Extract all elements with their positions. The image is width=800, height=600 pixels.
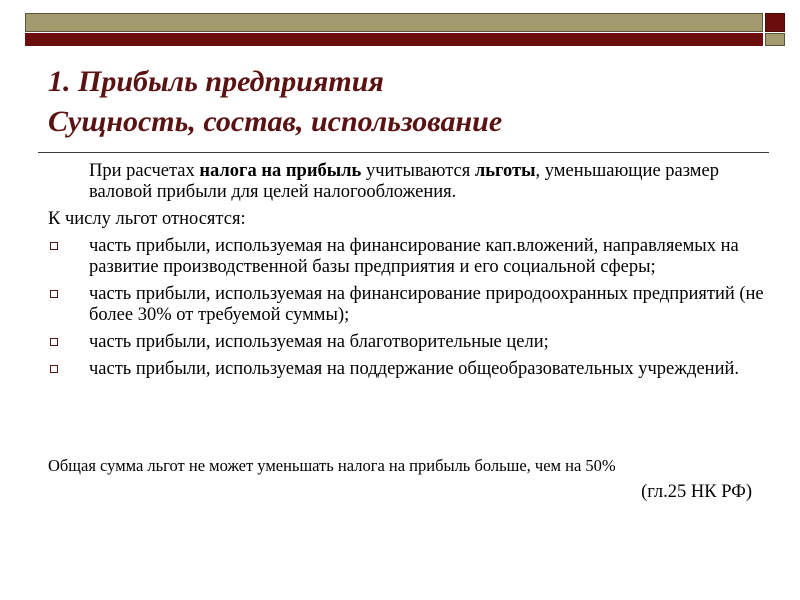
intro-text-1: При расчетах [89, 161, 200, 181]
source-reference: (гл.25 НК РФ) [641, 482, 752, 502]
limit-note: Общая сумма льгот не может уменьшать налога на прибыль больше, чем на 50% [48, 456, 616, 475]
list-item [48, 332, 768, 353]
list-item [48, 236, 768, 278]
square-bullet-icon [50, 365, 58, 373]
list-item-text: часть прибыли, используемая на благотворительные цели; [89, 332, 549, 352]
square-bullet-icon [50, 338, 58, 346]
list-heading: К числу льгот относятся: [48, 209, 246, 229]
list-item-text: часть прибыли, используемая на поддержание общеобразовательных учреждений. [89, 359, 740, 379]
list-item-text: часть прибыли, используемая на финансирование кап.вложений, направляемых на развитие производственной базы предприятия и его социальной сферы; [89, 236, 739, 277]
intro-text-2: учитываются [361, 161, 475, 181]
square-bullet-icon [50, 290, 58, 298]
title-line-1: 1. Прибыль предприятия [48, 65, 384, 98]
list-item-text: часть прибыли, используемая на финансирование природоохранных предприятий (не более 30% от требуемой суммы); [89, 284, 764, 325]
benefits-list [48, 236, 768, 386]
intro-text-3: , уменьшающие размер валовой прибыли для целей налогообложения. [89, 161, 719, 202]
square-bullet-icon [50, 242, 58, 250]
intro-bold-benefits: льготы [474, 161, 536, 181]
intro-paragraph [89, 161, 769, 203]
list-item [48, 284, 768, 326]
intro-bold-tax: налога на прибыль [199, 161, 362, 181]
title-line-2: Сущность, состав, использование [48, 105, 503, 138]
list-item [48, 359, 768, 380]
